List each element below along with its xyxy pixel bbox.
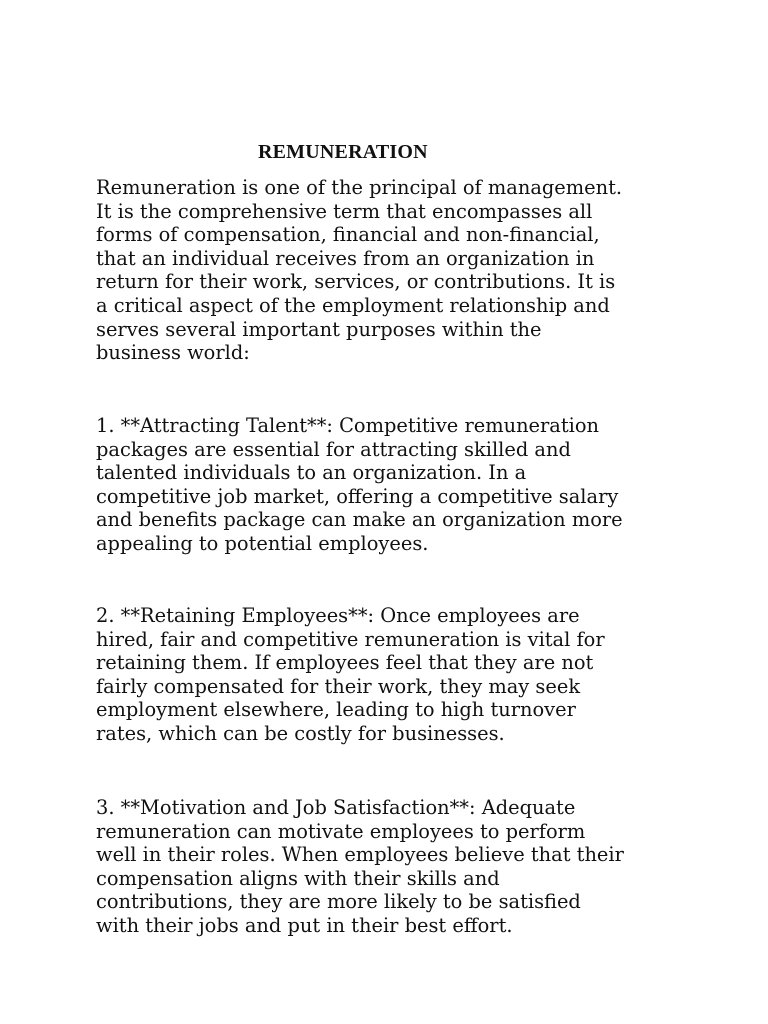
paragraph-line: return for their work, services, or contributions. It is [96, 270, 616, 294]
paragraph-line: packages are essential for attracting skilled and [96, 437, 571, 461]
paragraph-line: hired, fair and competitive remuneration is vital for [96, 627, 605, 651]
paragraph-line: talented individuals to an organization. In a [96, 461, 527, 485]
paragraph-line: compensation aligns with their skills and [96, 866, 500, 890]
intro-paragraph [96, 176, 656, 365]
paragraph-line: retaining them. If employees feel that they are not [96, 651, 594, 675]
paragraph-line: and benefits package can make an organization more [96, 508, 623, 532]
paragraph-line: 3. **Motivation and Job Satisfaction**: Adequate [96, 796, 576, 819]
paragraph-line: employment elsewhere, leading to high turnover [96, 698, 576, 722]
paragraph-line: serves several important purposes within the [96, 317, 542, 341]
paragraph-line: with their jobs and put in their best effort. [96, 913, 513, 937]
retaining-employees-paragraph [96, 604, 656, 746]
paragraph-line: remuneration can motivate employees to perform [96, 819, 586, 843]
paragraph-line: well in their roles. When employees believe that their [96, 843, 624, 867]
document-title: REMUNERATION [258, 141, 428, 163]
motivation-paragraph [96, 796, 656, 938]
paragraph-line: a critical aspect of the employment relationship and [96, 293, 610, 317]
paragraph-line: It is the comprehensive term that encompasses all [96, 199, 593, 223]
paragraph-line: business world: [96, 341, 250, 365]
paragraph-line: competitive job market, offering a competitive salary [96, 484, 619, 508]
paragraph-line: fairly compensated for their work, they may seek [96, 674, 581, 698]
paragraph-line: rates, which can be costly for businesses. [96, 721, 505, 745]
paragraph-line: 2. **Retaining Employees**: Once employees are [96, 604, 580, 627]
paragraph-line: that an individual receives from an organization in [96, 246, 595, 270]
paragraph-line: Remuneration is one of the principal of management. [96, 176, 623, 199]
paragraph-line: forms of compensation, financial and non-financial, [96, 223, 600, 247]
paragraph-line: contributions, they are more likely to be satisfied [96, 890, 581, 914]
paragraph-line: appealing to potential employees. [96, 531, 429, 555]
attracting-talent-paragraph [96, 414, 656, 556]
paragraph-line: 1. **Attracting Talent**: Competitive remuneration [96, 414, 600, 437]
